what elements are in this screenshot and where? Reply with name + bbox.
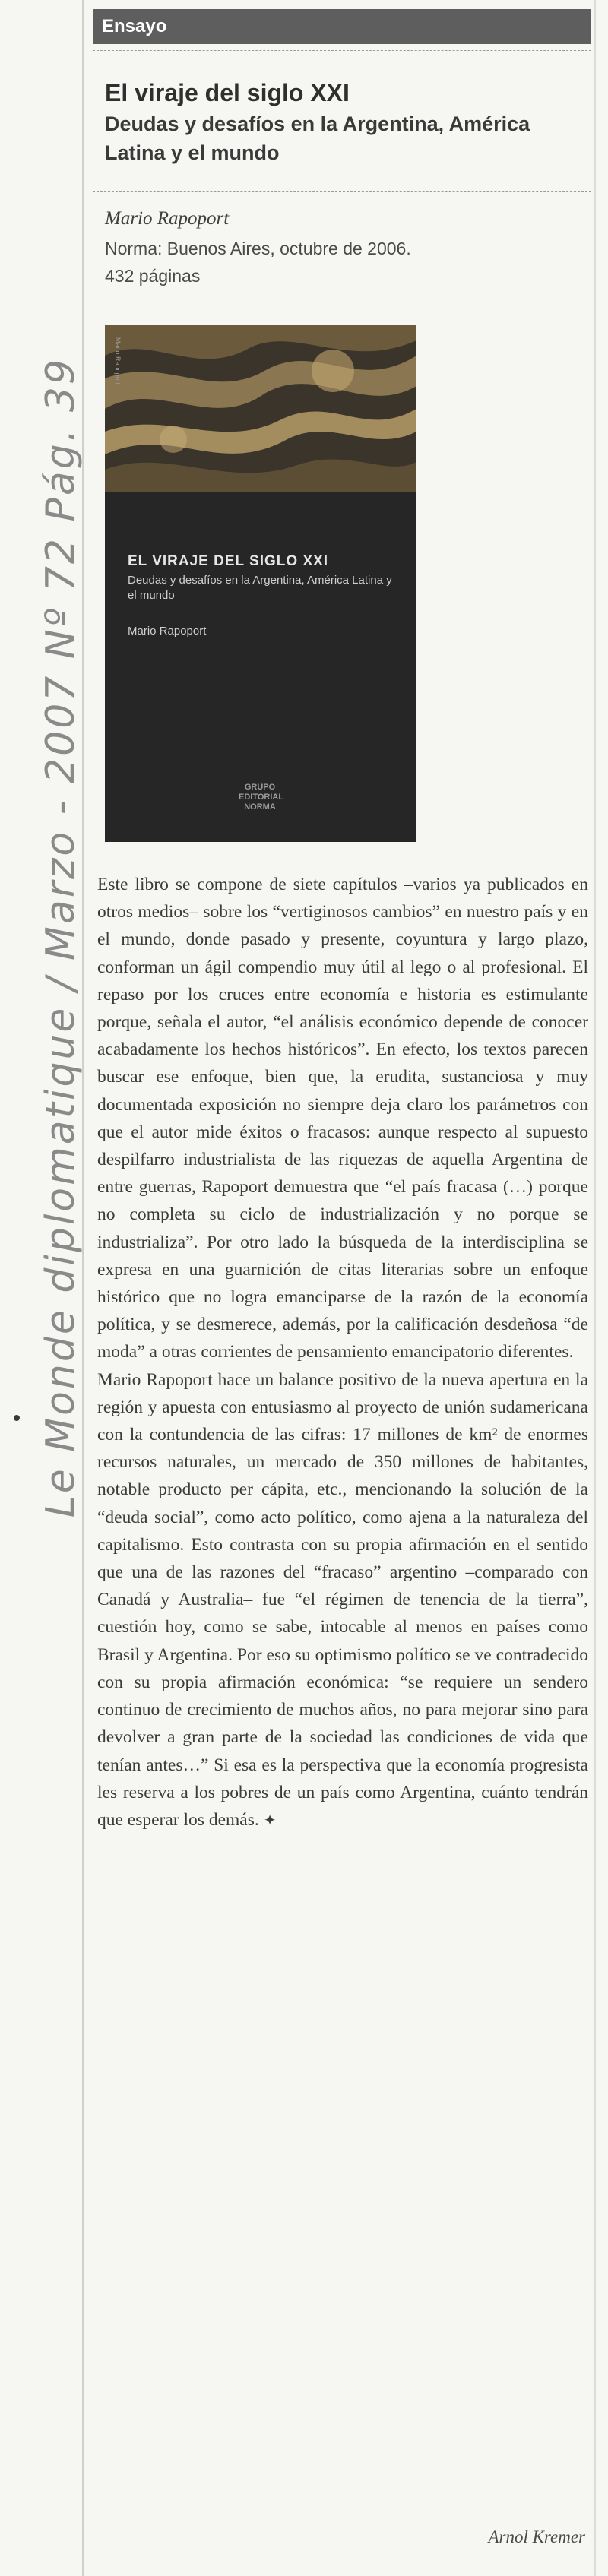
article-title: El viraje del siglo XXI — [105, 79, 350, 106]
book-author: Mario Rapoport — [105, 208, 230, 229]
publication-info: Norma: Buenos Aires, octubre de 2006. — [105, 239, 411, 258]
page-count: 432 páginas — [105, 266, 201, 286]
cover-title: EL VIRAJE DEL SIGLO XXI — [128, 553, 329, 569]
pen-mark — [14, 1415, 20, 1421]
cover-spine-author: Mario Rapoport — [114, 337, 122, 385]
scan-edge — [594, 0, 596, 2576]
cover-subtitle: Deudas y desafíos en la Argentina, América Latina y el mundo — [128, 574, 392, 602]
publisher-logo: GRUPO EDITORIAL NORMA — [239, 783, 284, 812]
paragraph — [97, 1366, 588, 1834]
paragraph: Este libro se compone de siete capítulos –varios ya publicados en otros medios– sobre los “vertiginosos cambios” en nuestro país y en el mundo, donde pasado y presente, coyuntura y largo plazo, conforman un ágil compendio muy útil al lego o al profesional. El repaso por los cruces entre economía e historia es estimulante porque, señala el autor, “el análisis económico depende de conocer acabadamente los hechos históricos”. En efecto, los textos parecen buscar ese enfoque, bien que, la erudita, sustanciosa y muy documentada exposición no siempre deja claro los parámetros con que el autor mide éxitos o fracasos: aunque respecto al supuesto despilfarro industrialista de las riquezas de aquella Argentina de entre guerras, Rapoport demuestra que “el país fracasa (…) porque no completa su ciclo de industrialización y no porque se industrializa”. Por otro lado la búsqueda de la interdisciplina se expresa en una guarnición de citas literarias sobre un enfoque histórico que no logra emanciparse de la razón de la economía política, y se desmerece, además, por la calificación desdeñosa “de moda” a otras corrientes de pensamiento emancipatorio diferentes. — [97, 875, 588, 1362]
margin-note-text: Le Monde diplomatique / Marzo - 2007 Nº 72 Pág. 39 — [38, 357, 84, 1518]
cover-artwork — [105, 325, 416, 492]
article-body — [97, 871, 588, 1834]
divider — [93, 50, 591, 51]
book-cover — [105, 325, 416, 842]
handwritten-margin-note — [38, 357, 84, 1877]
article-subtitle: Deudas y desafíos en la Argentina, América Latina y el mundo — [105, 112, 530, 164]
paragraph-text: Mario Rapoport hace un balance positivo de la nueva apertura en la región y apuesta con entusiasmo al proyecto de unión sudamericana con la contundencia de las cifras: 17 millones de km² de enormes recursos naturales, un mercado de 350 millones de habitantes, notable producto per cápita, etc., mencionando la solución de la “deuda social”, como acto político, como ajena a la naturaleza del capitalismo. Esto contrasta con su propia afirmación en el sentido que una de las razones del “fracaso” argentino –comparado con Canadá y Australia– fue “el régimen de tenencia de la tierra”, cuestión hoy, como se sabe, intocable al menos en países como Brasil y Argentina. Por eso su optimismo político se ve contradecido con su propia afirmación económica: “se requiere un sendero continuo de crecimiento de muchos años, no para mejorar sino para devolver a gran parte de la sociedad las condiciones de vida que tenían antes…” Si esa es la perspectiva que la economía progresista les reserva a los pobres de un país como Argentina, cuánto tendrán que esperar los demás. — [97, 1369, 588, 1830]
divider — [93, 191, 591, 192]
cover-author: Mario Rapoport — [128, 625, 207, 638]
reviewer-signature: Arnol Kremer — [488, 2527, 585, 2546]
end-of-article-icon: ✦ — [263, 1812, 277, 1829]
section-label: Ensayo — [102, 16, 167, 36]
section-header — [93, 9, 591, 44]
